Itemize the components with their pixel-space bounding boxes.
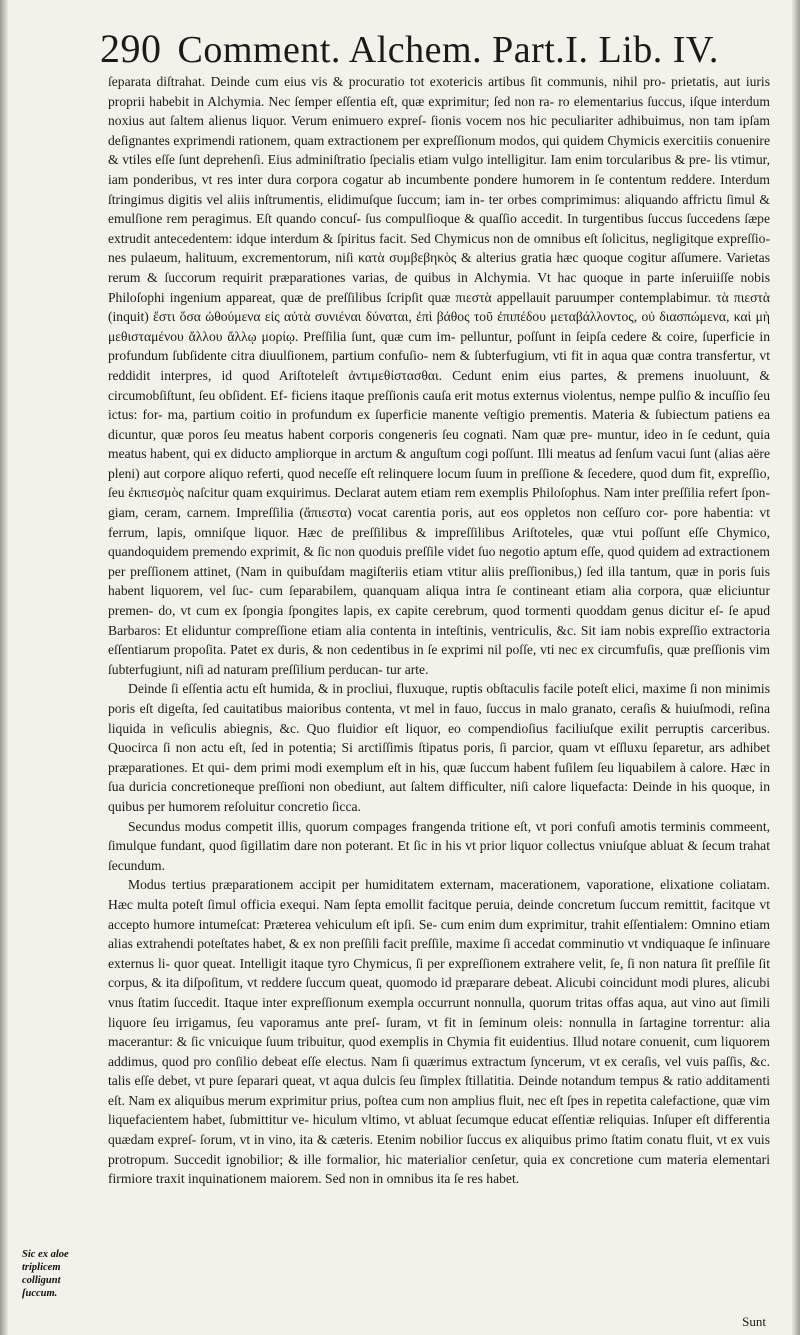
page-edge-left (0, 0, 8, 1335)
main-text-block (108, 72, 770, 1330)
paragraph-4: Modus tertius præparationem accipit per humiditatem externam, macerationem, vaporatione, elixatione coliatam. Hæc multa poteſt ſimul officia exequi. Nam ſepta emollit facitque peruia, deinde concretum ſuccum remittit, facitque vt accepto humore intumeſcat: Præterea vehiculum eſt ipſi. Se- cum enim dum exprimitur, trahit eſſentialem: Omnino etiam alias extrahendi poteſtates habet, & ex non preſſili facit preſſile, maxime ſi accedat comminutio vt vndiquaque ſe inſinuare externus li- quor queat. Intelligit itaque tyro Chymicus, ſi per expreſſionem extrahere velit, ſe, ſi non natura ſit preſſile ſit corpus, & ita diſpoſitum, vt reddere ſuccum queat, quomodo id præparare debeat. Alicubi coincidunt modi plures, alicubi vnus ſtatim ſuccedit. Itaque inter expreſſionum exempla occurrunt nonnulla, quorum tritas offas aqua, aut vino aut ſimili liquore ſeu irrigamus, ſeu vaporamus ante preſ- ſuram, vt fit in ſeminum oleis: nonnulla in ſartagine torrentur: alia macerantur: & ſic vnicuique ſuum tribuitur, quod exemplis in Chymia fit euidentius. Illud notare conuenit, cum liquorem addimus, quod pro conſilio debeat eſſe electus. Nam ſi quærimus extractum ſyncerum, vt ex ceraſis, vel vuis paſſis, &c. talis eſſe debet, vt pure ſeparari queat, vt aqua dulcis ſeu ſimplex ſtillatitia. Deinde notandum tempus & ratio additamenti eſt. Nam ex aliquibus merum exprimitur prius, poſtea cum non amplius fluit, nec eſt ſpes in repetita calefactione, quæ vim liquefacientem habet, ſubmittitur ve- hiculum vltimo, vt abluat ſecumque educat eſſentiæ reliquias. Inſuper eſt differentia quædam expreſ- ſorum, vt in vino, ita & cæteris. Etenim nobilior ſuccus ex aliquibus primo ſtatim conatu fluit, vt ex vuis protropum. Succedit ignobilior; & ille formalior, hic materialior cenſetur, quia ex concretione cum materia elementari firmiore traxit inquinationem maiorem. Sed non in omnibus ita ſe res habet. (108, 877, 770, 1187)
paragraph-2: Deinde ſi eſſentia actu eſt humida, & in procliui, fluxuque, ruptis obſtaculis facile poteſt elici, maxime ſi non minimis poris eſt digeſta, ſed cauitatibus maioribus contenta, vt mel in fauo, ſuccus in malo granato, ceraſis & huiuſmodi, reſina liquida in veſiculis abiegnis, &c. Quo fluidior eſt liquor, eo compendioſius faciliuſque exilit perruptis carceribus. Quocirca ſi non actu eſt, ſed in potentia; Si arctiſſimis ſtipatus poris, ſi parcior, quam vt eſſluxu ſeparetur, ars adhibet præparationes. Et qui- dem primi modi exemplum eſt in his, quæ ſuccum habent fuſilem ſeu liquabilem à calore. Hæc in ſua duricia concretioneque preſſioni non obediunt, aut ſaltem difficulter, niſi calore liquefacta: Deinde in his quoque, in quibus per humorem reſoluitur concretio ſicca. (108, 681, 770, 814)
page-edge-right (792, 0, 800, 1335)
page-number: 290 (100, 26, 162, 71)
running-title: Comment. Alchem. Part.I. Lib. IV. (177, 29, 719, 71)
page-header (100, 26, 790, 74)
marginal-note: Sic ex aloe triplicem colligunt ſuccum. (22, 1249, 69, 1299)
paragraph-1: ſeparata diſtrahat. Deinde cum eius vis & procuratio tot exotericis artibus ſit communis, nihil pro- prietatis, aut iuris proprii habebit in Alchymia. Nec ſemper eſſentia eſt, quæ exprimitur; ſed non ra- ro elementarius ſuccus, iſque interdum noxius aut ſaltem alienus liquor. Verum enimuero expreſ- ſionis vocem nos hic peculiariter adhibuimus, non tam ipſam deſignantes exprimendi rationem, quam extractionem per expreſſionum modos, qui quidem Chymicis exercitiis conuenire & vtiles eſſe ſunt deprehenſi. Eius adminiſtratio ſpecialis etiam vulgo intelligitur. Iam enim torcularibus & pre- lis vtimur, iam ponderibus, vt res inter dura corpora cogatur ab incumbente pondere humorem in ſe contentum reddere. Interdum ſtringimus digitis vel aliis inſtrumentis, elidimuſque ſuccum; iam in- ter orbes comprimimus: aliquando affrictu ſimul & emulſione rem peragimus. Eſt quando concuſ- ſus compulſioque & quaſſio accedit. In turgentibus ſuccus ſuccedens ſæpe extrudit antecedentem: idque interdum & ſpiritus facit. Sed Chymicus non de omnibus eſt ſolicitus, negligitque expreſſio- nes pulaeum, halituum, excrementorum, niſi κατὰ συμβεβηκὸς & alterius gratia hæc quoque cogitur aſſumere. Varietas rerum & ſuccorum requirit præparationes varias, de quibus in Alchymia. Vt hac quoque in parte inſeruiiſſe nobis Philoſophi ingenium appareat, quæ de preſſilibus ſcripſit quæ πιεστὰ appellauit paruumper contemplabimur. τὰ πιεστὰ (inquit) ἔστι ὅσα ὠθούμενα εἰς αὐτὰ συνιέναι δύναται, ἐπὶ βάθος τοῦ ἐπιπέδου μεταβάλλοντος, οὐ διασπώμενα, καὶ μὴ μεθισταμένου ἄλλου ἄλλῳ μορίῳ. Preſſilia ſunt, quæ cum im- pelluntur, poſſunt in ſeipſa cedere & coire, ſuperficie in profundum ſubſidente citra diuulſionem, partium confuſio- nem & ſubterfugium, vti fit in aqua quæ contra transfertur, vt reddidit interpres, id quod Ariſtoteleſt ἀντιμεθίστασθαι. Cedunt enim eius partes, & premens inuoluunt, & circumobſiſtunt, ſeu obſident. Ef- ficiens itaque preſſionis cauſa erit motus externus violentus, nempe pulſio & incuſſio ſeu ictus: for- ma, partium coitio in profundum ex ſuperficie manente veſtigio prementis. Materia & ſubiectum patiens ea dicuntur, quæ poros ſeu meatus habent corporis congeneris ſeu cognati. Nam quæ pre- muntur, ideo in ſe cedunt, quia meatus habent, qui ex diducto ampliorque in arctum & anguſtum cogi poſſunt. Illi meatus ad ſenſum vacui ſunt (alias aëre pleni) aut corpore aliquo referti, quod neceſſe eſt relinquere locum ſuum in preſſione & ſecedere, quod dum fit, expreſſio, ſeu ἐκπιεσμὸς naſcitur quam exquirimus. Declarat autem etiam rem exemplis Philoſophus. Nam inter preſſilia refert ſpon- giam, ceram, carnem. Impreſſilia (ἄπιεστα) vocat carentia poris, aut eos oppletos non ceſſuro cor- pore habentia: vt ferrum, lapis, omniſque liquor. Hæc de preſſilibus & impreſſilibus Ariſtoteles, quæ vtui poſſunt eſſe Chymico, quandoquidem premendo exprimit, & ſic non quoduis preſſile videt ſuo negotio aptum eſſe, quod quidem ad extractionem per preſſionem attinet, (Nam in quibuſdam magiſteriis etiam vtitur aliis preſſionibus,) ſed illa tantum, quæ in poris ſuis habent liquorem, vel ſuc- cum ſeparabilem, quanquam aliqua intra ſe contineant etiam alia corpora, quæ eliciuntur premen- do, vt cum ex ſpongia ſpongites lapis, ex capite cerebrum, quod tormenti quoddam genus dicitur eſ- ſe apud Barbaros: Et eliduntur compreſſione etiam alia contenta in inteſtinis, ventriculis, &c. Sit iam nobis expreſſio extractoria eſſentiarum propoſita. Patet ex duris, & non cedentibus in ſe exprimi nil poſſe, vti nec ex circumfuſis, quæ preſſionis vim ſubterfugiunt, niſi ad naturam preſſilium perducan- tur arte. (108, 74, 770, 677)
paragraph-3: Secundus modus competit illis, quorum compages frangenda tritione eſt, vt pori confuſi amotis terminis commeent, ſimulque fundant, quod ſigillatim dare non poterant. Et ſic in his vt prior liquor collectus vniuſque abluat & ſecum trahat ſecundum. (108, 818, 770, 873)
catchword: Sunt (742, 1314, 766, 1329)
